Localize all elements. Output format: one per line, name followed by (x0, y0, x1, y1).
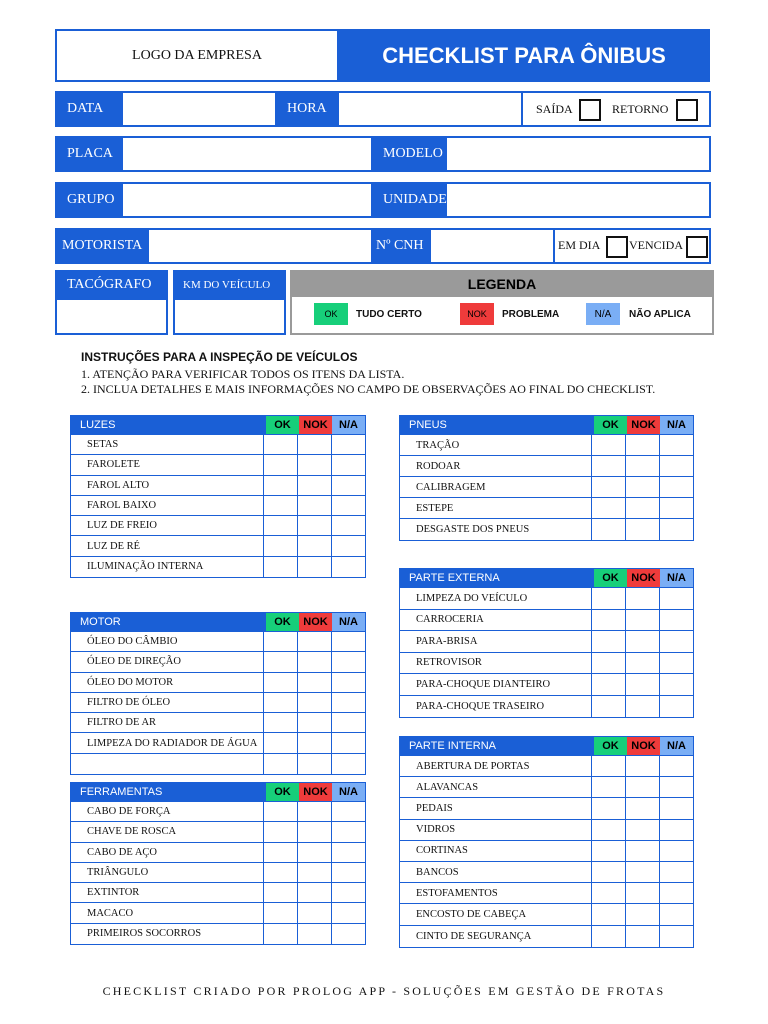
column-ok-header: OK (266, 416, 299, 434)
item-label: FAROL BAIXO (87, 500, 157, 512)
check-cell-nok[interactable] (625, 435, 659, 455)
section-title: PARTE EXTERNA (400, 569, 594, 587)
item-label: CABO DE FORÇA (87, 806, 171, 818)
check-cell-na[interactable] (659, 477, 693, 497)
check-cell-ok[interactable] (263, 754, 297, 774)
table-row (400, 841, 693, 862)
column-nok-header: NOK (299, 783, 332, 801)
item-label: RODOAR (416, 460, 461, 472)
check-cell-nok[interactable] (297, 693, 331, 712)
check-cell-nok[interactable] (297, 536, 331, 555)
check-cell-nok[interactable] (625, 777, 659, 797)
table-row (71, 693, 365, 713)
data-field[interactable] (123, 93, 275, 125)
check-cell-ok[interactable] (591, 498, 625, 518)
divider (553, 228, 555, 264)
cnh-field[interactable] (431, 230, 553, 262)
check-cell-ok[interactable] (591, 610, 625, 631)
check-cell-ok[interactable] (591, 456, 625, 476)
check-cell-nok[interactable] (297, 435, 331, 454)
table-row (71, 713, 365, 733)
placa-label: PLACA (55, 136, 123, 172)
parte-externa-table (399, 568, 694, 718)
column-na-header: N/A (660, 569, 693, 587)
legend-ok-badge: OK (314, 303, 348, 325)
instructions-line-2: 2. INCLUA DETALHES E MAIS INFORMAÇÕES NO CAMPO DE OBSERVAÇÕES AO FINAL DO CHECKLIST. (81, 382, 656, 396)
check-cell-na[interactable] (331, 476, 365, 495)
table-header (71, 613, 365, 632)
check-cell-ok[interactable] (591, 631, 625, 652)
item-label: TRIÂNGULO (87, 867, 149, 879)
item-label: LUZ DE FREIO (87, 520, 157, 532)
divider (521, 91, 523, 127)
check-cell-ok[interactable] (263, 435, 297, 454)
check-cell-nok[interactable] (297, 733, 331, 752)
vencida-label: VENCIDA (629, 238, 683, 252)
check-cell-nok[interactable] (297, 713, 331, 732)
section-title: PNEUS (400, 416, 594, 434)
check-cell-na[interactable] (331, 557, 365, 577)
check-cell-na[interactable] (331, 863, 365, 882)
item-label: VIDROS (416, 824, 456, 836)
instructions-line-1: 1. ATENÇÃO PARA VERIFICAR TODOS OS ITENS DA LISTA. (81, 367, 405, 381)
table-row (400, 696, 693, 718)
table-row (71, 863, 365, 883)
check-cell-ok[interactable] (263, 863, 297, 882)
check-cell-ok[interactable] (263, 713, 297, 732)
check-cell-nok[interactable] (297, 754, 331, 774)
retorno-checkbox[interactable] (676, 99, 698, 121)
table-row (71, 802, 365, 822)
item-label: RETROVISOR (416, 657, 482, 669)
column-nok-header: NOK (627, 569, 660, 587)
check-cell-ok[interactable] (591, 862, 625, 882)
check-cell-ok[interactable] (591, 883, 625, 903)
table-row (400, 926, 693, 947)
legend-na-text: NÃO APLICA (629, 309, 691, 320)
item-label: CHAVE DE ROSCA (87, 826, 177, 838)
table-row (71, 733, 365, 753)
luzes-table (70, 415, 366, 578)
table-row (71, 924, 365, 944)
check-cell-ok[interactable] (263, 496, 297, 515)
table-row (400, 820, 693, 841)
check-cell-na[interactable] (331, 673, 365, 692)
table-row (400, 456, 693, 477)
saida-label: SAÍDA (536, 102, 573, 116)
table-row (400, 674, 693, 696)
check-cell-na[interactable] (331, 822, 365, 841)
item-label: ÓLEO DO MOTOR (87, 676, 174, 688)
table-row (71, 843, 365, 863)
check-cell-ok[interactable] (591, 904, 625, 924)
check-cell-na[interactable] (659, 519, 693, 540)
check-cell-na[interactable] (331, 455, 365, 474)
km-label: KM DO VEÍCULO (173, 270, 286, 300)
check-cell-nok[interactable] (625, 477, 659, 497)
check-cell-ok[interactable] (263, 733, 297, 752)
check-cell-na[interactable] (331, 496, 365, 515)
check-cell-nok[interactable] (297, 903, 331, 922)
modelo-field[interactable] (447, 138, 709, 170)
table-row (71, 903, 365, 923)
table-header (400, 569, 693, 588)
check-cell-ok[interactable] (263, 516, 297, 535)
placa-field[interactable] (123, 138, 371, 170)
column-na-header: N/A (660, 416, 693, 434)
table-row (400, 588, 693, 610)
column-na-header: N/A (660, 737, 693, 755)
check-cell-ok[interactable] (263, 802, 297, 821)
column-nok-header: NOK (627, 416, 660, 434)
table-row (400, 777, 693, 798)
section-title: FERRAMENTAS (71, 783, 266, 801)
unidade-field[interactable] (447, 184, 709, 216)
table-header (400, 737, 693, 756)
vencida-checkbox[interactable] (686, 236, 708, 258)
modelo-label: MODELO (371, 136, 447, 172)
km-field[interactable] (175, 300, 284, 333)
company-logo-placeholder (55, 29, 339, 82)
check-cell-ok[interactable] (591, 477, 625, 497)
check-cell-na[interactable] (659, 883, 693, 903)
check-cell-ok[interactable] (591, 653, 625, 674)
check-cell-ok[interactable] (263, 903, 297, 922)
check-cell-nok[interactable] (297, 924, 331, 944)
check-cell-ok[interactable] (263, 673, 297, 692)
motorista-label: MOTORISTA (55, 228, 149, 264)
check-cell-na[interactable] (659, 798, 693, 818)
item-label: TRAÇÃO (416, 439, 460, 451)
item-label: CABO DE AÇO (87, 846, 158, 858)
unidade-label: UNIDADE (371, 182, 447, 218)
item-label: FAROL ALTO (87, 479, 150, 491)
table-row (71, 557, 365, 577)
item-label: PRIMEIROS SOCORROS (87, 928, 202, 940)
tacografo-field[interactable] (57, 300, 166, 333)
item-label: LUZ DE RÉ (87, 540, 141, 552)
item-label: ILUMINAÇÃO INTERNA (87, 561, 204, 573)
item-label: ÓLEO DO CÂMBIO (87, 636, 178, 648)
item-label: EXTINTOR (87, 887, 140, 899)
check-cell-nok[interactable] (625, 498, 659, 518)
check-cell-ok[interactable] (591, 820, 625, 840)
ferramentas-table (70, 782, 366, 945)
item-label: CINTO DE SEGURANÇA (416, 930, 532, 942)
check-cell-nok[interactable] (297, 455, 331, 474)
table-row (71, 632, 365, 652)
table-row (71, 754, 365, 774)
item-label: PARA-BRISA (416, 635, 478, 647)
section-title: MOTOR (71, 613, 266, 631)
check-cell-nok[interactable] (297, 802, 331, 821)
item-label: ALAVANCAS (416, 781, 479, 793)
table-row (400, 631, 693, 653)
logo-text: LOGO DA EMPRESA (132, 47, 262, 63)
table-row (71, 673, 365, 693)
check-cell-na[interactable] (331, 536, 365, 555)
table-row (71, 476, 365, 496)
table-row (400, 519, 693, 540)
tacografo-label: TACÓGRAFO (55, 270, 168, 300)
check-cell-na[interactable] (331, 754, 365, 774)
item-label: SETAS (87, 439, 119, 451)
check-cell-nok[interactable] (625, 519, 659, 540)
table-row (71, 496, 365, 516)
check-cell-na[interactable] (659, 696, 693, 718)
table-row (400, 653, 693, 675)
check-cell-na[interactable] (331, 693, 365, 712)
check-cell-nok[interactable] (625, 588, 659, 609)
check-cell-na[interactable] (331, 903, 365, 922)
saida-checkbox[interactable] (579, 99, 601, 121)
item-label: CARROCERIA (416, 614, 484, 626)
item-label: CALIBRAGEM (416, 481, 486, 493)
hora-field[interactable] (339, 93, 521, 125)
check-cell-na[interactable] (331, 733, 365, 752)
table-header (71, 783, 365, 802)
check-cell-nok[interactable] (625, 904, 659, 924)
check-cell-nok[interactable] (625, 756, 659, 776)
check-cell-ok[interactable] (591, 588, 625, 609)
column-ok-header: OK (594, 737, 627, 755)
cnh-label: Nº CNH (371, 228, 431, 264)
check-cell-nok[interactable] (625, 456, 659, 476)
legend-title: LEGENDA (290, 270, 714, 297)
table-header (71, 416, 365, 435)
check-cell-ok[interactable] (263, 652, 297, 671)
hora-label: HORA (275, 91, 339, 127)
check-cell-nok[interactable] (625, 820, 659, 840)
legend-nok-badge: NOK (460, 303, 494, 325)
table-row (71, 536, 365, 556)
check-cell-na[interactable] (659, 610, 693, 631)
check-cell-na[interactable] (331, 802, 365, 821)
check-cell-na[interactable] (659, 862, 693, 882)
check-cell-na[interactable] (331, 713, 365, 732)
check-cell-ok[interactable] (591, 435, 625, 455)
table-row (400, 610, 693, 632)
table-row (400, 477, 693, 498)
item-label: MACACO (87, 907, 134, 919)
column-na-header: N/A (332, 613, 365, 631)
item-label: PARA-CHOQUE TRASEIRO (416, 700, 545, 712)
item-label: ESTEPE (416, 502, 454, 514)
check-cell-nok[interactable] (297, 863, 331, 882)
check-cell-ok[interactable] (591, 798, 625, 818)
check-cell-nok[interactable] (625, 798, 659, 818)
item-label: FAROLETE (87, 459, 140, 471)
retorno-label: RETORNO (612, 102, 669, 116)
motorista-field[interactable] (149, 230, 371, 262)
check-cell-na[interactable] (659, 820, 693, 840)
table-row (71, 652, 365, 672)
pneus-table (399, 415, 694, 541)
table-row (400, 498, 693, 519)
check-cell-nok[interactable] (625, 610, 659, 631)
item-label: DESGASTE DOS PNEUS (416, 524, 530, 535)
check-cell-nok[interactable] (625, 653, 659, 674)
item-label: FILTRO DE AR (87, 717, 157, 729)
item-label: LIMPEZA DO RADIADOR DE ÁGUA (87, 737, 258, 749)
check-cell-nok[interactable] (625, 841, 659, 861)
check-cell-na[interactable] (659, 653, 693, 674)
item-label: PEDAIS (416, 802, 453, 814)
table-row (400, 756, 693, 777)
em-dia-label: EM DIA (558, 238, 601, 252)
grupo-label: GRUPO (55, 182, 123, 218)
check-cell-na[interactable] (659, 498, 693, 518)
check-cell-nok[interactable] (297, 557, 331, 577)
check-cell-na[interactable] (659, 777, 693, 797)
check-cell-nok[interactable] (297, 822, 331, 841)
item-label: ÓLEO DE DIREÇÃO (87, 656, 181, 668)
check-cell-nok[interactable] (625, 926, 659, 947)
check-cell-ok[interactable] (263, 536, 297, 555)
section-title: PARTE INTERNA (400, 737, 594, 755)
check-cell-ok[interactable] (591, 756, 625, 776)
table-row (71, 455, 365, 475)
section-title: LUZES (71, 416, 266, 434)
column-ok-header: OK (594, 569, 627, 587)
check-cell-nok[interactable] (297, 476, 331, 495)
check-cell-na[interactable] (659, 841, 693, 861)
check-cell-nok[interactable] (297, 883, 331, 902)
check-cell-ok[interactable] (263, 632, 297, 651)
check-cell-nok[interactable] (297, 516, 331, 535)
footer-text: CHECKLIST CRIADO POR PROLOG APP - SOLUÇÕES EM GESTÃO DE FROTAS (102, 984, 666, 998)
column-ok-header: OK (594, 416, 627, 434)
check-cell-na[interactable] (331, 883, 365, 902)
em-dia-checkbox[interactable] (606, 236, 628, 258)
item-label: LIMPEZA DO VEÍCULO (416, 592, 528, 604)
item-label: ABERTURA DE PORTAS (416, 760, 530, 772)
item-label: BANCOS (416, 866, 459, 878)
check-cell-nok[interactable] (297, 632, 331, 651)
check-cell-ok[interactable] (263, 924, 297, 944)
check-cell-nok[interactable] (625, 862, 659, 882)
column-nok-header: NOK (299, 416, 332, 434)
check-cell-ok[interactable] (591, 519, 625, 540)
item-label: ENCOSTO DE CABEÇA (416, 908, 527, 920)
table-row (71, 516, 365, 536)
item-label: CORTINAS (416, 845, 468, 857)
check-cell-nok[interactable] (625, 696, 659, 718)
item-label: PARA-CHOQUE DIANTEIRO (416, 678, 551, 690)
check-cell-ok[interactable] (591, 926, 625, 947)
check-cell-ok[interactable] (591, 696, 625, 718)
column-ok-header: OK (266, 613, 299, 631)
check-cell-ok[interactable] (263, 557, 297, 577)
check-cell-nok[interactable] (625, 883, 659, 903)
column-nok-header: NOK (299, 613, 332, 631)
check-cell-na[interactable] (331, 652, 365, 671)
check-cell-ok[interactable] (263, 843, 297, 862)
check-cell-ok[interactable] (263, 693, 297, 712)
column-na-header: N/A (332, 783, 365, 801)
check-cell-na[interactable] (659, 588, 693, 609)
check-cell-ok[interactable] (263, 455, 297, 474)
legend-ok-text: TUDO CERTO (356, 309, 422, 320)
table-row (400, 798, 693, 819)
legend-na-badge: N/A (586, 303, 620, 325)
table-header (400, 416, 693, 435)
instructions-title: INSTRUÇÕES PARA A INSPEÇÃO DE VEÍCULOS (81, 350, 358, 364)
check-cell-na[interactable] (331, 435, 365, 454)
check-cell-na[interactable] (331, 516, 365, 535)
check-cell-ok[interactable] (591, 777, 625, 797)
parte-interna-table (399, 736, 694, 948)
check-cell-ok[interactable] (591, 674, 625, 695)
check-cell-na[interactable] (659, 456, 693, 476)
table-row (71, 435, 365, 455)
check-cell-nok[interactable] (297, 652, 331, 671)
grupo-field[interactable] (123, 184, 371, 216)
check-cell-na[interactable] (659, 631, 693, 652)
check-cell-na[interactable] (331, 924, 365, 944)
table-row (400, 904, 693, 925)
data-label: DATA (55, 91, 123, 127)
column-ok-header: OK (266, 783, 299, 801)
item-label: ESTOFAMENTOS (416, 887, 498, 899)
check-cell-na[interactable] (659, 674, 693, 695)
table-row (400, 862, 693, 883)
check-cell-ok[interactable] (263, 883, 297, 902)
check-cell-na[interactable] (331, 632, 365, 651)
check-cell-na[interactable] (331, 843, 365, 862)
check-cell-ok[interactable] (591, 841, 625, 861)
item-label (71, 754, 263, 774)
page-title: CHECKLIST PARA ÔNIBUS (338, 29, 710, 82)
table-row (71, 883, 365, 903)
table-row (400, 883, 693, 904)
check-cell-nok[interactable] (625, 674, 659, 695)
table-row (71, 822, 365, 842)
legend-nok-text: PROBLEMA (502, 309, 560, 320)
check-cell-nok[interactable] (297, 843, 331, 862)
item-label: FILTRO DE ÓLEO (87, 697, 171, 709)
check-cell-na[interactable] (659, 904, 693, 924)
check-cell-ok[interactable] (263, 476, 297, 495)
table-row (400, 435, 693, 456)
check-cell-na[interactable] (659, 435, 693, 455)
column-nok-header: NOK (627, 737, 660, 755)
check-cell-ok[interactable] (263, 822, 297, 841)
check-cell-na[interactable] (659, 926, 693, 947)
check-cell-na[interactable] (659, 756, 693, 776)
motor-table (70, 612, 366, 775)
check-cell-nok[interactable] (297, 673, 331, 692)
check-cell-nok[interactable] (297, 496, 331, 515)
column-na-header: N/A (332, 416, 365, 434)
check-cell-nok[interactable] (625, 631, 659, 652)
